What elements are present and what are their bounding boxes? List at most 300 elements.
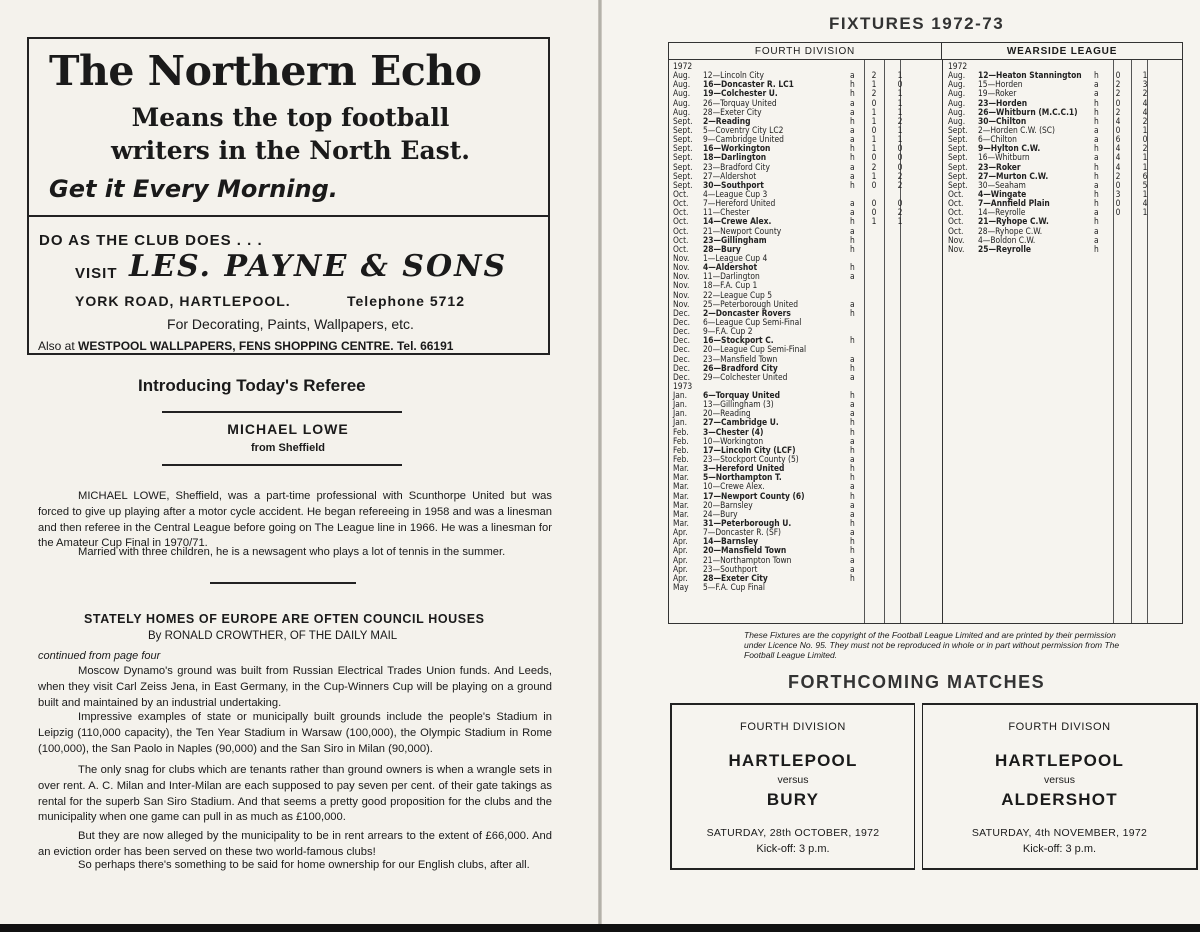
fixture-venue: a	[850, 106, 855, 117]
fixture-venue: h	[850, 262, 855, 273]
fixture-venue: h	[1094, 115, 1099, 126]
fixture-opponent: 28—Bury	[703, 243, 741, 254]
fixture-opponent: 20—Reading	[703, 408, 751, 419]
article-paragraph: Impressive examples of state or municipally built grounds include the people's Stadium in Leipzig (110,000 capacity), the Ten Year Stadium in Warsaw (100,000), the Olympic Stadium in Rome (100,000), the San Paolo in Naples (90,000) and the San Siro in Milan (90,000).	[38, 711, 552, 755]
fixture-month: Aug.	[948, 79, 966, 90]
fixture-venue: h	[850, 243, 855, 254]
fixture-month: Dec.	[673, 316, 690, 327]
fixture-month: Sept.	[673, 152, 693, 163]
match-away-team: ALDERSHOT	[1001, 790, 1118, 809]
fixture-month: Aug.	[673, 79, 691, 90]
fixture-venue: a	[850, 271, 855, 282]
fixture-opponent: 23—Mansfield Town	[703, 353, 778, 364]
fixture-venue: a	[850, 124, 855, 135]
fixture-month: Jan.	[673, 408, 688, 419]
fixture-month: Nov.	[673, 271, 690, 282]
fixture-score-against: 1	[1142, 124, 1148, 135]
fixture-venue: a	[850, 161, 855, 172]
fixture-opponent: 13—Gillingham (3)	[703, 399, 774, 410]
fixture-opponent: 20—Mansfield Town	[703, 545, 787, 556]
fixture-month: Aug.	[948, 97, 966, 108]
fixture-venue: a	[850, 481, 855, 492]
fixture-month: Feb.	[673, 426, 689, 437]
fixture-opponent: 3—Chester (4)	[703, 426, 764, 437]
fixture-venue: h	[1094, 243, 1099, 254]
fixture-score-against: 2	[1142, 115, 1148, 126]
fixture-opponent: 6—League Cup Semi-Final	[703, 316, 802, 327]
fixture-opponent: 5—Coventry City LC2	[703, 124, 784, 135]
fixture-score-for: 4	[1115, 152, 1121, 163]
fixture-opponent: 21—Northampton Town	[703, 554, 792, 565]
fixture-opponent: 17—Newport County (6)	[703, 490, 805, 501]
fixture-month: Mar.	[673, 463, 689, 474]
fixture-opponent: 20—Barnsley	[703, 499, 753, 510]
fixture-opponent: 17—Lincoln City (LCF)	[703, 444, 796, 455]
fixture-opponent: 6—Chilton	[978, 134, 1017, 145]
fixture-opponent: 1—League Cup 4	[703, 252, 768, 263]
fixture-month: Oct.	[673, 234, 689, 245]
fixture-venue: h	[1094, 161, 1099, 172]
fixture-opponent: 27—Cambridge U.	[703, 417, 779, 428]
fixture-opponent: 10—Workington	[703, 435, 764, 446]
divider-rule	[162, 411, 402, 413]
fixture-opponent: 23—Stockport County (5)	[703, 454, 799, 465]
fixture-opponent: 12—Heaton Stannington	[978, 70, 1082, 81]
fixture-venue: a	[850, 198, 855, 209]
fixture-score-against: 1	[1142, 161, 1148, 172]
fixture-venue: h	[1094, 143, 1099, 154]
match-card	[922, 703, 1198, 870]
fixture-opponent: 14—Crewe Alex.	[703, 216, 772, 227]
fixture-venue: a	[850, 170, 855, 181]
also-store: WESTPOOL WALLPAPERS, FENS SHOPPING CENTRE.	[78, 339, 394, 353]
fixture-opponent: 26—Torquay United	[703, 97, 777, 108]
fixture-venue: h	[850, 417, 855, 428]
fixture-venue: a	[1094, 124, 1099, 135]
fixture-venue: h	[850, 115, 855, 126]
fixture-opponent: 30—Southport	[703, 179, 764, 190]
fixture-venue: h	[850, 490, 855, 501]
fixture-opponent: 16—Workington	[703, 143, 771, 154]
fixture-venue: a	[850, 97, 855, 108]
fixture-score-against: 1	[897, 106, 903, 117]
also-tel: Tel. 66191	[396, 339, 454, 353]
fixture-month: Nov.	[673, 252, 690, 263]
fixture-score-for: 0	[871, 198, 877, 209]
fixture-opponent: 11—Darlington	[703, 271, 760, 282]
fixture-score-against: 1	[897, 124, 903, 135]
fixture-opponent: 16—Stockport C.	[703, 335, 774, 346]
fixture-venue: h	[1094, 106, 1099, 117]
fourth-division-header: FOURTH DIVISION	[669, 43, 942, 60]
fixture-month: Aug.	[948, 70, 966, 81]
fixture-venue: h	[850, 463, 855, 474]
fixture-opponent: 27—Murton C.W.	[978, 170, 1049, 181]
fixture-month: Nov.	[673, 298, 690, 309]
fixture-score-for: 0	[1115, 124, 1121, 135]
fixture-month: Mar.	[673, 472, 689, 483]
fixture-venue: h	[850, 179, 855, 190]
fixture-score-against: 4	[1142, 97, 1148, 108]
fixture-score-for: 2	[1115, 79, 1121, 90]
wearside-league-header: WEARSIDE LEAGUE	[942, 43, 1182, 60]
article-paragraph: But they are now alleged by the municipality to be in rent arrears to the extent of £66,000. And an eviction order has been served on these two world-famous clubs!	[38, 830, 552, 858]
fixture-month: Mar.	[673, 518, 689, 529]
echo-tagline-1: Means the top football	[131, 103, 450, 132]
fixture-score-against: 0	[897, 161, 903, 172]
fixture-score-for: 0	[1115, 97, 1121, 108]
fixture-score-for: 1	[871, 106, 877, 117]
fixture-score-for: 1	[871, 79, 877, 90]
match-kickoff: Kick-off: 3 p.m.	[1022, 843, 1097, 855]
fixture-venue: a	[850, 408, 855, 419]
fixture-score-for: 1	[871, 216, 877, 227]
fixture-month: Apr.	[673, 563, 688, 574]
fixture-month: Oct.	[673, 207, 689, 218]
fixture-month: Nov.	[673, 280, 690, 291]
fixture-venue: a	[850, 508, 855, 519]
fixture-venue: a	[1094, 134, 1099, 145]
fixture-month: Sept.	[673, 179, 693, 190]
fixture-month: Oct.	[673, 188, 689, 199]
fixture-score-for: 2	[1115, 170, 1121, 181]
fixture-venue: h	[850, 390, 855, 401]
fixture-month: Nov.	[673, 262, 690, 273]
fixture-opponent: 23—Gillingham	[703, 234, 767, 245]
fixture-month: Oct.	[673, 198, 689, 209]
fixture-venue: a	[850, 563, 855, 574]
fixture-score-against: 1	[897, 97, 903, 108]
fixture-venue: h	[850, 234, 855, 245]
fixture-score-against: 1	[897, 216, 903, 227]
fixture-opponent: 9—Hylton C.W.	[978, 143, 1041, 154]
fixture-score-for: 2	[1115, 106, 1121, 117]
fixture-score-for: 0	[871, 207, 877, 218]
match-kickoff: Kick-off: 3 p.m.	[756, 843, 830, 855]
fixture-month: Oct.	[673, 243, 689, 254]
fixture-score-for: 2	[871, 70, 877, 81]
fixture-score-for: 4	[1115, 143, 1121, 154]
referee-from: from Sheffield	[251, 442, 325, 454]
fixture-month: Apr.	[673, 545, 688, 556]
fixture-score-for: 1	[871, 115, 877, 126]
fixture-score-against: 0	[897, 198, 903, 209]
fixture-score-against: 0	[1142, 134, 1148, 145]
fixture-score-for: 1	[871, 143, 877, 154]
payne-telephone: Telephone 5712	[347, 293, 466, 309]
fixture-score-against: 1	[897, 70, 903, 81]
fixture-venue: h	[1094, 198, 1099, 209]
fixture-month: Apr.	[673, 572, 688, 583]
fixture-opponent: 23—Southport	[703, 563, 758, 574]
fixture-opponent: 6—Torquay United	[703, 390, 780, 401]
fixture-opponent: 4—Boldon C.W.	[978, 234, 1036, 245]
fixture-opponent: 7—Doncaster R. (SF)	[703, 527, 781, 538]
fixture-month: Sept.	[948, 124, 968, 135]
fixture-month: Sept.	[948, 179, 968, 190]
fixture-opponent: 29—Colchester United	[703, 371, 788, 382]
fixture-opponent: 18—F.A. Cup 1	[703, 280, 758, 291]
divider-rule	[162, 464, 402, 466]
payne-services: For Decorating, Paints, Wallpapers, etc.	[167, 316, 414, 332]
fixture-month: Sept.	[673, 161, 693, 172]
fixture-month: Feb.	[673, 454, 689, 465]
fixture-month: Feb.	[673, 444, 689, 455]
fixture-opponent: 22—League Cup 5	[703, 289, 773, 300]
fixture-month: Dec.	[673, 362, 690, 373]
fixture-opponent: 9—Cambridge United	[703, 134, 784, 145]
match-date: SATURDAY, 4th NOVEMBER, 1972	[971, 827, 1148, 839]
fixture-month: Oct.	[673, 225, 689, 236]
payne-visit: VISIT	[75, 265, 118, 282]
fixture-venue: a	[850, 70, 855, 81]
fixture-opponent: 14—Reyrolle	[978, 207, 1026, 218]
column-rule	[942, 60, 943, 623]
fixture-venue: h	[850, 444, 855, 455]
fixture-score-against: 4	[1142, 106, 1148, 117]
fixture-month: Sept.	[673, 134, 693, 145]
fixture-row	[948, 245, 1180, 254]
match-home-team: HARTLEPOOL	[728, 751, 858, 770]
season-year: 1972	[948, 61, 968, 71]
fixture-venue: a	[850, 454, 855, 465]
fixture-month: Dec.	[673, 344, 690, 355]
match-competition: FOURTH DIVISON	[1008, 721, 1111, 733]
fixture-opponent: 23—Roker	[978, 161, 1021, 172]
article-heading: STATELY HOMES OF EUROPE ARE OFTEN COUNCIL HOUSES	[84, 612, 485, 626]
match-versus: versus	[777, 774, 809, 786]
fixture-venue: h	[850, 518, 855, 529]
fixture-venue: a	[1094, 88, 1099, 99]
advert-divider	[29, 215, 548, 217]
fixture-opponent: 2—Reading	[703, 115, 751, 126]
article-continued: continued from page four	[38, 650, 161, 662]
fixture-month: Sept.	[673, 143, 693, 154]
fixture-opponent: 23—Bradford City	[703, 161, 770, 172]
fixture-month: May	[673, 582, 689, 593]
echo-slogan: Get it Every Morning.	[49, 175, 338, 203]
fixture-month: Oct.	[673, 216, 689, 227]
fixture-score-for: 0	[1115, 179, 1121, 190]
fixture-month: Aug.	[948, 115, 966, 126]
fixture-month: Apr.	[673, 554, 688, 565]
forthcoming-title: FORTHCOMING MATCHES	[788, 672, 1046, 692]
fixture-venue: h	[1094, 216, 1099, 227]
fixture-opponent: 28—Ryhope C.W.	[978, 225, 1043, 236]
fixture-month: Sept.	[948, 170, 968, 181]
fixture-venue: h	[850, 307, 855, 318]
match-versus: versus	[1044, 774, 1075, 786]
payne-address: YORK ROAD, HARTLEPOOL.	[75, 293, 291, 309]
fixture-score-for: 0	[871, 97, 877, 108]
fixtures-title: FIXTURES 1972-73	[829, 14, 1005, 33]
fixture-score-against: 2	[1142, 143, 1148, 154]
fixture-opponent: 14—Barnsley	[703, 536, 759, 547]
fixture-opponent: 4—Aldershot	[703, 262, 758, 273]
fixture-score-against: 2	[897, 115, 903, 126]
fixture-month: Aug.	[948, 88, 966, 99]
fixture-opponent: 27—Aldershot	[703, 170, 757, 181]
fixture-opponent: 26—Whitburn (M.C.C.1)	[978, 106, 1078, 117]
fixture-opponent: 7—Annfield Plain	[978, 198, 1050, 209]
also-prefix: Also at	[38, 339, 75, 353]
fixture-month: Aug.	[673, 88, 691, 99]
fixture-venue: h	[1094, 97, 1099, 108]
fixture-venue: h	[850, 426, 855, 437]
fixture-venue: h	[850, 472, 855, 483]
fixture-score-against: 2	[897, 207, 903, 218]
match-date: SATURDAY, 28th OCTOBER, 1972	[706, 827, 880, 839]
fixture-month: Jan.	[673, 417, 688, 428]
fixture-month: Nov.	[948, 234, 965, 245]
fixture-venue: a	[850, 298, 855, 309]
fixture-month: Aug.	[673, 70, 691, 81]
fixture-score-against: 2	[1142, 88, 1148, 99]
right-page	[602, 0, 1200, 932]
fixture-opponent: 26—Bradford City	[703, 362, 778, 373]
fixture-opponent: 3—Hereford United	[703, 463, 785, 474]
fixture-month: Sept.	[673, 115, 693, 126]
fixture-opponent: 28—Exeter City	[703, 106, 762, 117]
fixture-score-against: 6	[1142, 170, 1148, 181]
fixture-month: Jan.	[673, 390, 688, 401]
fixture-opponent: 19—Roker	[978, 88, 1017, 99]
fixture-month: Mar.	[673, 490, 689, 501]
fixture-opponent: 30—Seaham	[978, 179, 1026, 190]
fixture-venue: h	[850, 536, 855, 547]
referee-heading: Introducing Today's Referee	[138, 376, 366, 395]
payne-also-at	[38, 339, 453, 353]
fixture-venue: a	[1094, 207, 1099, 218]
fixture-opponent: 15—Horden	[978, 79, 1023, 90]
fixture-score-against: 3	[1142, 79, 1148, 90]
fixture-venue: h	[850, 545, 855, 556]
fixture-score-against: 1	[1142, 70, 1148, 81]
fixture-venue: h	[850, 572, 855, 583]
fixtures-table	[668, 42, 1183, 624]
fixture-score-against: 2	[897, 170, 903, 181]
fixture-month: Oct.	[948, 188, 964, 199]
fixture-venue: a	[850, 207, 855, 218]
fixture-opponent: 5—Northampton T.	[703, 472, 782, 483]
fixture-month: Sept.	[948, 161, 968, 172]
bottom-edge	[0, 924, 1200, 932]
referee-personal: Married with three children, he is a newsagent who plays a lot of tennis in the summer.	[78, 546, 506, 558]
fixture-month: Sept.	[948, 143, 968, 154]
fixture-opponent: 21—Newport County	[703, 225, 782, 236]
article-byline: By RONALD CROWTHER, OF THE DAILY MAIL	[148, 630, 398, 642]
match-competition: FOURTH DIVISION	[740, 721, 846, 733]
left-page	[0, 0, 598, 932]
fixture-month: Dec.	[673, 307, 690, 318]
echo-tagline-2: writers in the North East.	[110, 136, 470, 165]
fixture-month: Sept.	[948, 134, 968, 145]
fixture-opponent: 20—League Cup Semi-Final	[703, 344, 807, 355]
fixture-month: Mar.	[673, 508, 689, 519]
fixture-row	[673, 373, 938, 382]
fixture-opponent: 4—League Cup 3	[703, 188, 768, 199]
fixture-month: Nov.	[673, 289, 690, 300]
payne-name: LES. PAYNE & SONS	[129, 249, 508, 284]
fixture-month: Apr.	[673, 536, 688, 547]
fixture-venue: h	[850, 362, 855, 373]
match-away-team: BURY	[766, 790, 820, 809]
fixture-score-against: 2	[897, 179, 903, 190]
fixture-venue: h	[1094, 188, 1099, 199]
fixture-opponent: 31—Peterborough U.	[703, 518, 792, 529]
payne-intro: DO AS THE CLUB DOES . . .	[39, 232, 263, 249]
fixture-score-against: 0	[897, 152, 903, 163]
fourth-division-fixtures	[673, 62, 938, 592]
fixture-month: Aug.	[948, 106, 966, 117]
fixture-score-for: 0	[1115, 207, 1121, 218]
fixture-month: Jan.	[673, 399, 688, 410]
fixture-venue: a	[850, 554, 855, 565]
fixture-venue: h	[850, 79, 855, 90]
fixture-month: Dec.	[673, 371, 690, 382]
fixture-opponent: 9—F.A. Cup 2	[703, 326, 753, 337]
fixture-month: Oct.	[948, 225, 964, 236]
fixture-opponent: 28—Exeter City	[703, 572, 768, 583]
fixture-month: Sept.	[948, 152, 968, 163]
fixture-venue: a	[850, 399, 855, 410]
fixture-opponent: 16—Whitburn	[978, 152, 1030, 163]
fixture-venue: a	[850, 353, 855, 364]
echo-title: The Northern Echo	[49, 47, 482, 95]
fixture-month: Oct.	[948, 207, 964, 218]
fixture-month: Apr.	[673, 527, 688, 538]
fixture-opponent: 12—Lincoln City	[703, 70, 764, 81]
fixture-row	[673, 583, 938, 592]
fixture-venue: a	[1094, 152, 1099, 163]
fixture-score-against: 5	[1142, 179, 1148, 190]
fixture-score-for: 0	[1115, 70, 1121, 81]
fixture-score-against: 1	[897, 134, 903, 145]
fixture-opponent: 25—Peterborough United	[703, 298, 799, 309]
fixture-month: Sept.	[673, 124, 693, 135]
fixture-score-for: 4	[1115, 161, 1121, 172]
match-card	[670, 703, 915, 870]
fixture-month: Feb.	[673, 435, 689, 446]
fixture-score-for: 6	[1115, 134, 1121, 145]
fixture-month: Dec.	[673, 353, 690, 364]
fixture-venue: h	[850, 216, 855, 227]
referee-name: MICHAEL LOWE	[227, 421, 349, 437]
fixture-venue: a	[1094, 79, 1099, 90]
fixture-month: Aug.	[673, 97, 691, 108]
advert-box	[27, 37, 550, 355]
fixture-score-for: 0	[871, 152, 877, 163]
fixture-opponent: 5—F.A. Cup Final	[703, 582, 766, 593]
season-year: 1973	[673, 380, 693, 391]
fixture-venue: h	[850, 335, 855, 346]
fixture-month: Dec.	[673, 335, 690, 346]
fixture-month: Nov.	[948, 243, 965, 254]
fixture-opponent: 11—Chester	[703, 207, 750, 218]
fixture-opponent: 2—Horden C.W. (SC)	[978, 124, 1056, 135]
fixture-venue: a	[850, 371, 855, 382]
fixture-score-against: 1	[1142, 152, 1148, 163]
season-year: 1972	[673, 61, 693, 71]
fixture-score-against: 1	[1142, 207, 1148, 218]
fixture-score-against: 1	[897, 88, 903, 99]
fixture-opponent: 30—Chilton	[978, 115, 1027, 126]
fixture-opponent: 16—Doncaster R. LC1	[703, 79, 794, 90]
fixture-opponent: 21—Ryhope C.W.	[978, 216, 1049, 227]
fixture-venue: a	[850, 499, 855, 510]
fixture-score-for: 0	[1115, 198, 1121, 209]
fixture-score-for: 3	[1115, 188, 1121, 199]
